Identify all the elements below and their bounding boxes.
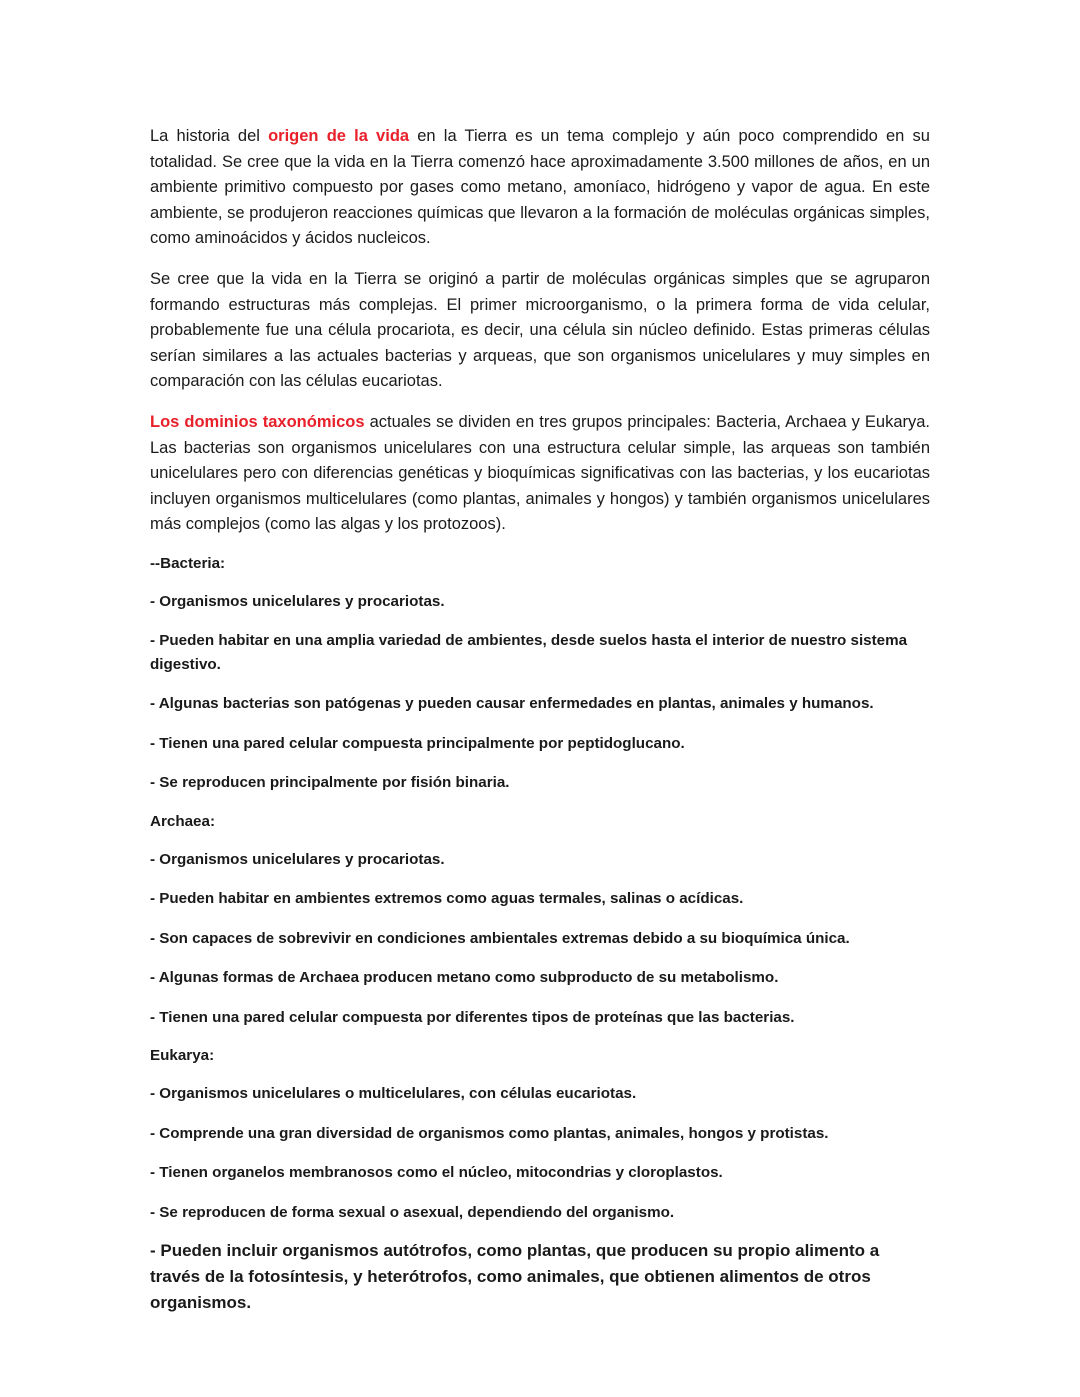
section-heading-eukarya: Eukarya: [150,1047,215,1065]
bullet-item: - Tienen una pared celular compuesta por diferentes tipos de proteínas que las bacterias. [150,1008,795,1026]
intro-paragraph-1 [150,124,930,252]
bullet-item: - Algunas bacterias son patógenas y pueden causar enfermedades en plantas, animales y humanos. [150,695,874,713]
intro-paragraph-3 [150,410,930,538]
bullet-item: - Comprende una gran diversidad de organismos como plantas, animales, hongos y protistas. [150,1124,829,1142]
bullet-item: - Son capaces de sobrevivir en condiciones ambientales extremas debido a su bioquímica única. [150,929,850,947]
domains-text: actuales se dividen en tres grupos principales: Bacteria, Archaea y Eukarya. Las bacterias son organismos unicelulares con una estructura celular simple, las arqueas son también unicelulares pero con diferencias genéticas y bioquímicas significativas con las bacterias, y los eucariotas incluyen organismos multicelulares (como plantas, animales y hongos) y también organismos unicelulares más complejos (como las algas y los protozoos). [150,412,930,534]
bullet-item: - Pueden habitar en ambientes extremos como aguas termales, salinas o acídicas. [150,890,744,908]
intro-text-start: La historia del [150,127,269,145]
bullet-item: - Organismos unicelulares o multicelulares, con células eucariotas. [150,1085,637,1103]
bullet-item: - Tienen una pared celular compuesta principalmente por peptidoglucano. [150,734,685,752]
section-eukarya [150,1045,930,1316]
section-bacteria [150,553,930,795]
intro-text-rest: en la Tierra es un tema complejo y aún poco comprendido en su totalidad. Se cree que la vida en la Tierra comenzó hace aproximadamente 3.500 millones de años, en un ambiente primitivo compuesto por gases como metano, amoníaco, hidrógeno y vapor de agua. En este ambiente, se produjeron reacciones químicas que llevaron a la formación de moléculas orgánicas simples, como aminoácidos y ácidos nucleicos. [150,127,930,248]
bullet-item: - Algunas formas de Archaea producen metano como subproducto de su metabolismo. [150,969,779,987]
document-page [150,124,930,1332]
bullet-item: - Se reproducen de forma sexual o asexual, dependiendo del organismo. [150,1203,675,1221]
section-heading-bacteria: --Bacteria: [150,554,226,572]
section-archaea [150,811,930,1030]
bullet-item: - Pueden habitar en una amplia variedad de ambientes, desde suelos hasta el interior de nuestro sistema digestivo. [150,632,908,673]
bullet-item: - Organismos unicelulares y procariotas. [150,850,445,868]
highlight-dominios-taxonomicos: Los dominios taxonómicos [150,412,365,431]
intro-paragraph-2: Se cree que la vida en la Tierra se originó a partir de moléculas orgánicas simples que se agruparon formando estructuras más complejas. El primer microorganismo, o la primera forma de vida celular, probablemente fue una célula procariota, es decir, una célula sin núcleo definido. Estas primeras células serían similares a las actuales bacterias y arqueas, que son organismos unicelulares y muy simples en comparación con las células eucariotas. [150,269,930,391]
bullet-item: - Se reproducen principalmente por fisión binaria. [150,774,510,792]
highlight-origen-de-la-vida: origen de la vida [268,127,410,145]
bullet-item: - Organismos unicelulares y procariotas. [150,592,445,610]
section-heading-archaea: Archaea: [150,812,215,830]
bullet-item-large: - Pueden incluir organismos autótrofos, como plantas, que producen su propio alimento a través de la fotosíntesis, y heterótrofos, como animales, que obtienen alimentos de otros organismos. [150,1241,880,1313]
bullet-item: - Tienen organelos membranosos como el núcleo, mitocondrias y cloroplastos. [150,1164,723,1182]
